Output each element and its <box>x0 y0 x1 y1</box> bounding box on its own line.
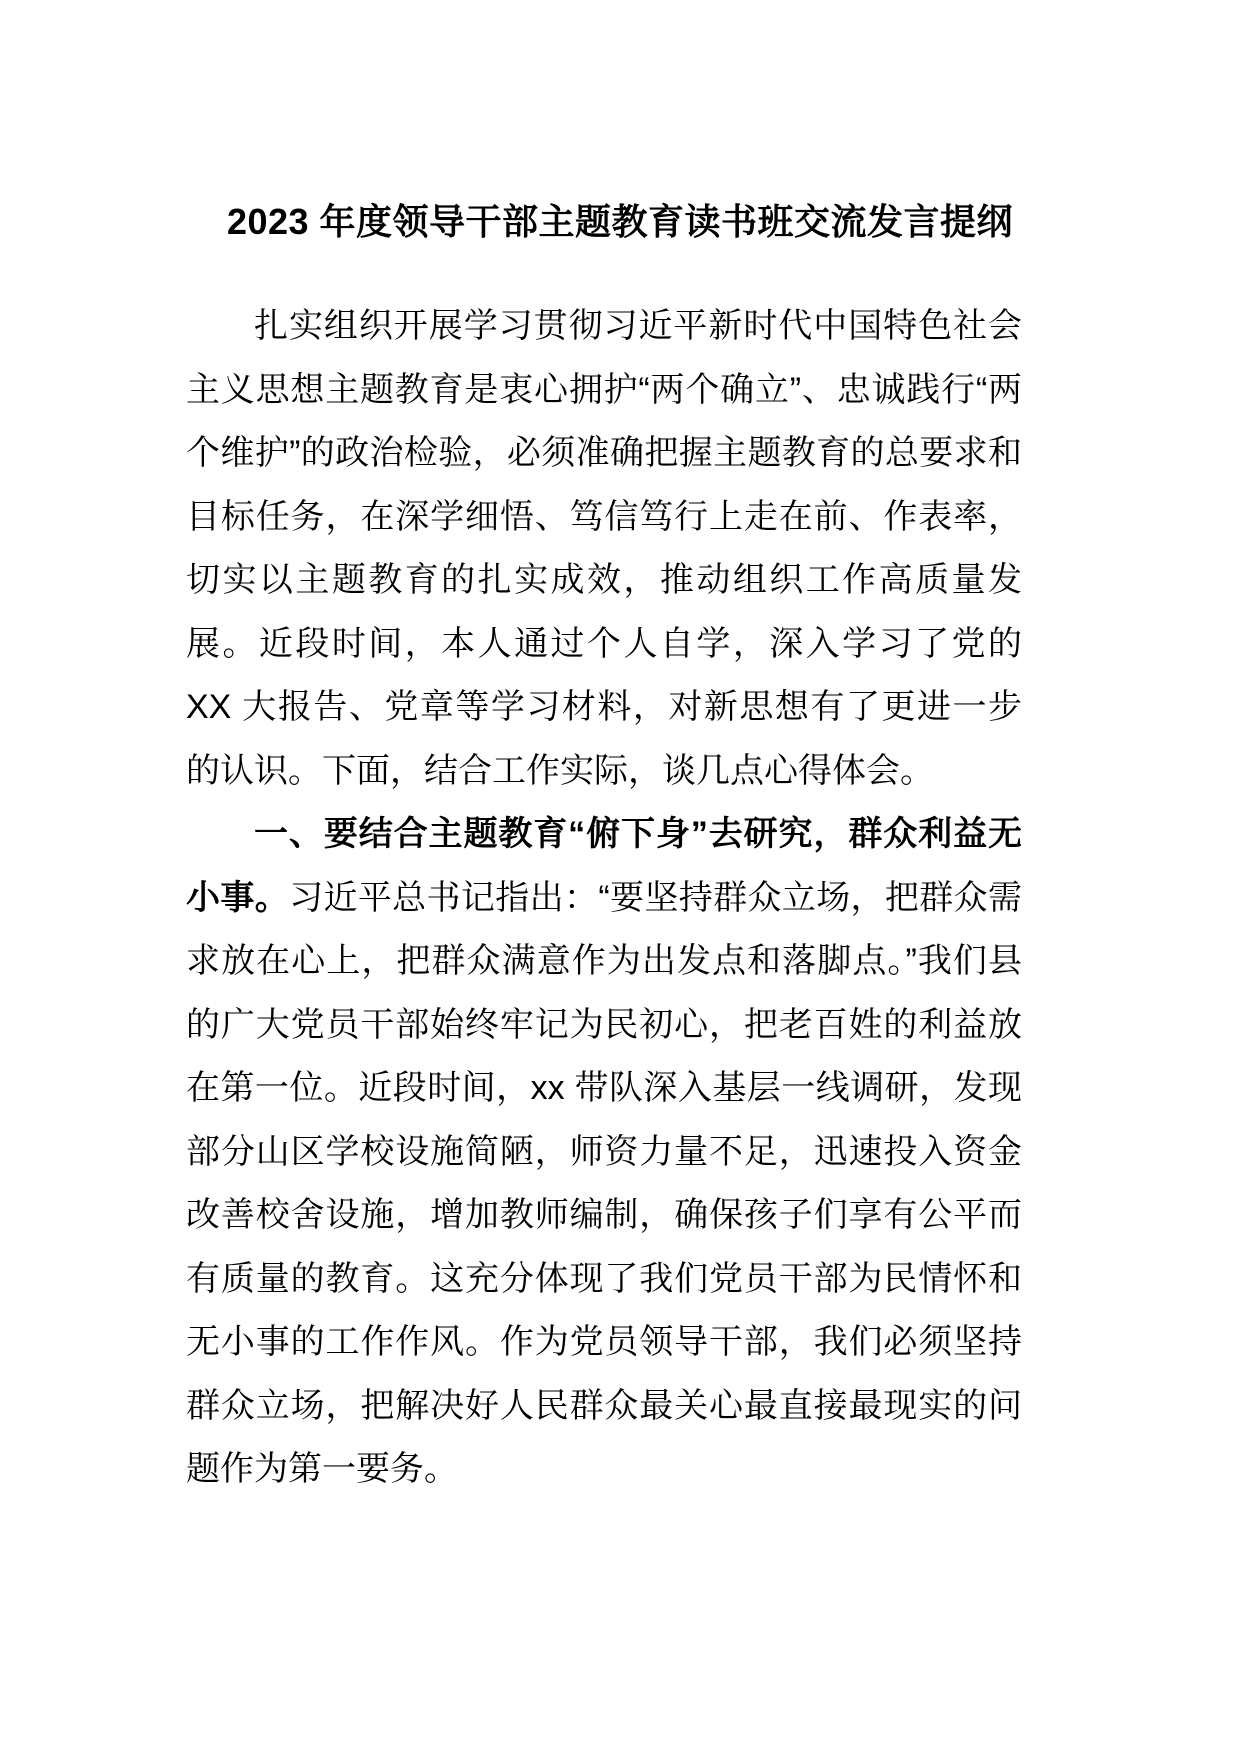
section-1-heading: 一、要结合主题教育“俯下身”去研究，群众利益无小事。 <box>186 815 1022 917</box>
paragraph-section-1 <box>186 803 1022 1502</box>
section-1-text: 习近平总书记指出：“要坚持群众立场，把群众需求放在心上，把群众满意作为出发点和落脚点。”我们县的广大党员干部始终牢记为民初心，把老百姓的利益放在第一位。近段时间，xx 带队深入基层一线调研，发现部分山区学校设施简陋，师资力量不足，迅速投入资金改善校舍设施，增加教师编制，确保孩子们享有公平而有质量的教育。这充分体现了我们党员干部为民情怀和无小事的工作作风。作为党员领导干部，我们必须坚持群众立场，把解决好人民群众最关心最直接最现实的问题作为第一要务。 <box>186 878 1023 1488</box>
document-title: 2023 年度领导干部主题教育读书班交流发言提纲 <box>226 201 1014 242</box>
document-body <box>186 295 1022 1502</box>
paragraph-intro <box>186 295 1022 803</box>
paragraph-intro-text: 扎实组织开展学习贯彻习近平新时代中国特色社会主义思想主题教育是衷心拥护“两个确立”、忠诚践行“两个维护”的政治检验，必须准确把握主题教育的总要求和目标任务，在深学细悟、笃信笃行上走在前、作表率，切实以主题教育的扎实成效，推动组织工作高质量发展。近段时间，本人通过个人自学，深入学习了党的 XX 大报告、党章等学习材料，对新思想有了更进一步的认识。下面，结合工作实际，谈几点心得体会。 <box>186 307 1022 790</box>
